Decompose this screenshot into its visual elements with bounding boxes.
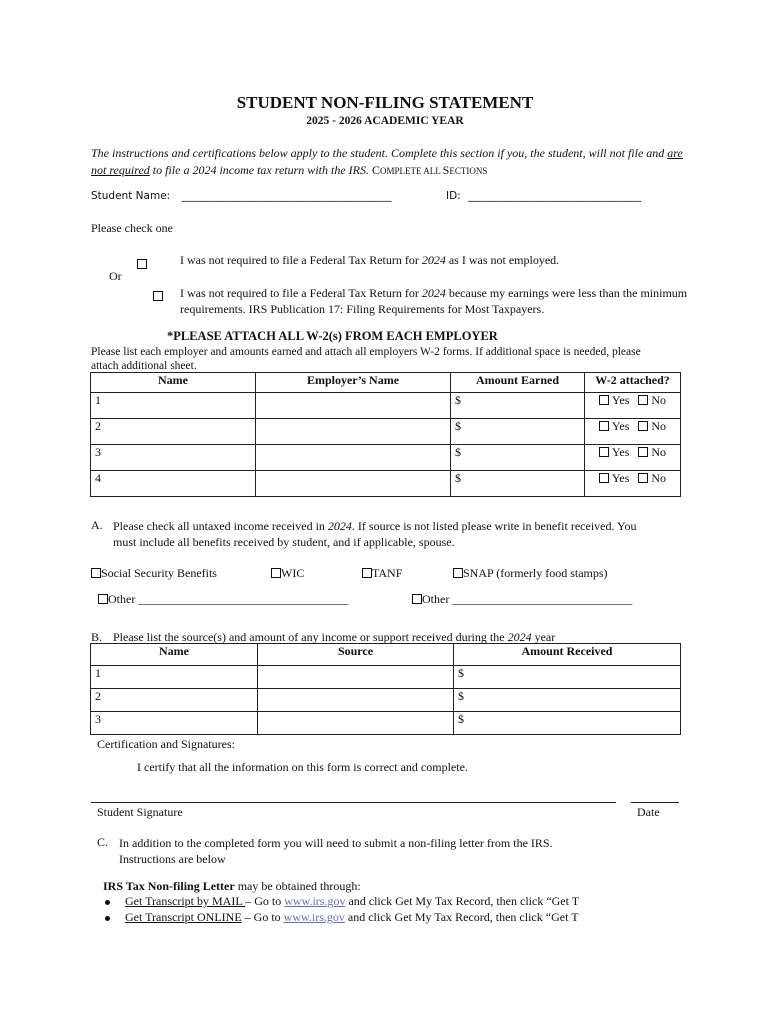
w2-attached-cell: Yes No <box>585 393 681 419</box>
row-number: 3 <box>91 445 256 471</box>
yes-checkbox[interactable] <box>599 421 609 431</box>
checkbox[interactable] <box>91 568 101 578</box>
employer-table-header-w2: W-2 attached? <box>585 373 681 393</box>
option1-text: I was not required to file a Federal Tax Return for 2024 as I was not employed. <box>180 253 560 267</box>
source-cell[interactable] <box>258 666 454 689</box>
checkbox[interactable] <box>362 568 372 578</box>
benefit-social-security[interactable]: Social Security Benefits <box>91 566 217 581</box>
source-cell[interactable] <box>258 689 454 712</box>
amount-cell[interactable]: $ <box>451 419 585 445</box>
income-source-table <box>90 643 681 735</box>
or-label: Or <box>109 269 122 283</box>
section-b-text: Please list the source(s) and amount of any income or support received during the 2024 year <box>113 630 556 644</box>
date-label: Date <box>637 805 660 819</box>
option2-checkbox[interactable] <box>153 291 163 301</box>
benefit-wic[interactable]: WIC <box>271 566 304 581</box>
amount-cell[interactable]: $ <box>451 393 585 419</box>
employer-name-cell[interactable] <box>256 393 451 419</box>
transcript-mail-link[interactable]: Get Transcript by MAIL <box>125 894 246 908</box>
income-table-header-amount: Amount Received <box>454 644 681 666</box>
no-checkbox[interactable] <box>638 447 648 457</box>
benefit-other-2[interactable]: Other ______________________________ <box>412 592 632 607</box>
table-row <box>91 689 681 712</box>
w2-attached-cell: Yes No <box>585 419 681 445</box>
employer-name-cell[interactable] <box>256 445 451 471</box>
employer-table-header-employer: Employer’s Name <box>256 373 451 393</box>
employer-table-header-name: Name <box>91 373 256 393</box>
yes-checkbox[interactable] <box>599 447 609 457</box>
irs-gov-link[interactable]: www.irs.gov <box>283 910 345 924</box>
transcript-online-item: Get Transcript ONLINE – Go to www.irs.gov and click Get My Tax Record, then click “Get T <box>125 910 579 924</box>
section-c-text: In addition to the completed form you will need to submit a non-filing letter from the IRS. Instructions are below <box>119 836 553 866</box>
student-name-field[interactable]: ________________________________________ <box>181 190 392 202</box>
row-number: 2 <box>91 419 256 445</box>
signature-line[interactable] <box>91 802 616 803</box>
yes-checkbox[interactable] <box>599 473 609 483</box>
employer-table <box>90 372 681 497</box>
table-row <box>91 471 681 497</box>
amount-cell[interactable]: $ <box>451 471 585 497</box>
employer-name-cell[interactable] <box>256 471 451 497</box>
checkbox[interactable] <box>271 568 281 578</box>
w2-attach-notice: *PLEASE ATTACH ALL W-2(s) FROM EACH EMPLOYER <box>167 329 498 343</box>
section-c-letter: C. <box>97 835 109 849</box>
source-cell[interactable] <box>258 712 454 735</box>
amount-received-cell[interactable]: $ <box>454 689 681 712</box>
student-id-row <box>446 190 641 202</box>
checkbox[interactable] <box>412 594 422 604</box>
row-number: 3 <box>91 712 258 735</box>
row-number: 2 <box>91 689 258 712</box>
table-row <box>91 393 681 419</box>
checkbox[interactable] <box>453 568 463 578</box>
irs-letter-heading: IRS Tax Non-filing Letter may be obtained through: <box>103 879 361 893</box>
bullet-icon <box>105 916 110 921</box>
employer-name-cell[interactable] <box>256 419 451 445</box>
student-name-label: Student Name: <box>91 190 171 202</box>
irs-gov-link[interactable]: www.irs.gov <box>284 894 346 908</box>
w2-attached-cell: Yes No <box>585 445 681 471</box>
bullet-icon <box>105 900 110 905</box>
row-number: 4 <box>91 471 256 497</box>
table-row <box>91 419 681 445</box>
no-checkbox[interactable] <box>638 473 648 483</box>
intro-text: The instructions and certifications below apply to the student. Complete this section if you, the student, will not file and are not required to file a 2024 income tax return with the IRS. COMPLETE ALL SECTIONS <box>91 146 683 177</box>
yes-checkbox[interactable] <box>599 395 609 405</box>
student-name-row <box>91 190 392 202</box>
row-number: 1 <box>91 666 258 689</box>
benefit-tanf[interactable]: TANF <box>362 566 402 581</box>
option2-text: I was not required to file a Federal Tax Return for 2024 because my earnings were less than the minimum requirements. IRS Publication 17: Filing Requirements for Most Taxpayers. <box>180 286 688 316</box>
table-row <box>91 712 681 735</box>
checkbox[interactable] <box>98 594 108 604</box>
student-id-label: ID: <box>446 190 461 202</box>
employer-table-header-amount: Amount Earned <box>451 373 585 393</box>
row-number: 1 <box>91 393 256 419</box>
student-id-field[interactable]: _________________________________ <box>468 190 642 202</box>
income-table-header-name: Name <box>91 644 258 666</box>
no-checkbox[interactable] <box>638 395 648 405</box>
amount-received-cell[interactable]: $ <box>454 666 681 689</box>
option1-checkbox[interactable] <box>137 259 147 269</box>
no-checkbox[interactable] <box>638 421 648 431</box>
amount-received-cell[interactable]: $ <box>454 712 681 735</box>
section-a-letter: A. <box>91 518 103 532</box>
transcript-mail-item: Get Transcript by MAIL – Go to www.irs.gov and click Get My Tax Record, then click “Get T <box>125 894 580 908</box>
benefit-other-1[interactable]: Other ___________________________________ <box>98 592 348 607</box>
transcript-online-link[interactable]: Get Transcript ONLINE <box>125 910 242 924</box>
certification-heading: Certification and Signatures: <box>97 737 235 751</box>
certification-statement: I certify that all the information on this form is correct and complete. <box>137 760 468 774</box>
check-prompt: Please check one <box>91 221 173 235</box>
w2-attached-cell: Yes No <box>585 471 681 497</box>
income-table-header-source: Source <box>258 644 454 666</box>
academic-year: 2025 - 2026 ACADEMIC YEAR <box>306 115 464 127</box>
other-line[interactable]: ___________________________________ <box>138 592 349 606</box>
w2-instructions: Please list each employer and amounts earned and attach all employers W-2 forms. If additional space is needed, please attach additional sheet. <box>91 346 641 372</box>
table-row <box>91 445 681 471</box>
other-line[interactable]: ______________________________ <box>452 592 633 606</box>
section-a-text: Please check all untaxed income received in 2024. If source is not listed please write in benefit received. You must include all benefits received by student, and if applicable, spouse. <box>113 519 637 549</box>
signature-label: Student Signature <box>97 805 183 819</box>
date-line[interactable] <box>631 802 679 803</box>
table-row <box>91 666 681 689</box>
section-b-letter: B. <box>91 630 103 644</box>
form-title: STUDENT NON-FILING STATEMENT <box>236 93 534 112</box>
amount-cell[interactable]: $ <box>451 445 585 471</box>
benefit-snap[interactable]: SNAP (formerly food stamps) <box>453 566 608 581</box>
